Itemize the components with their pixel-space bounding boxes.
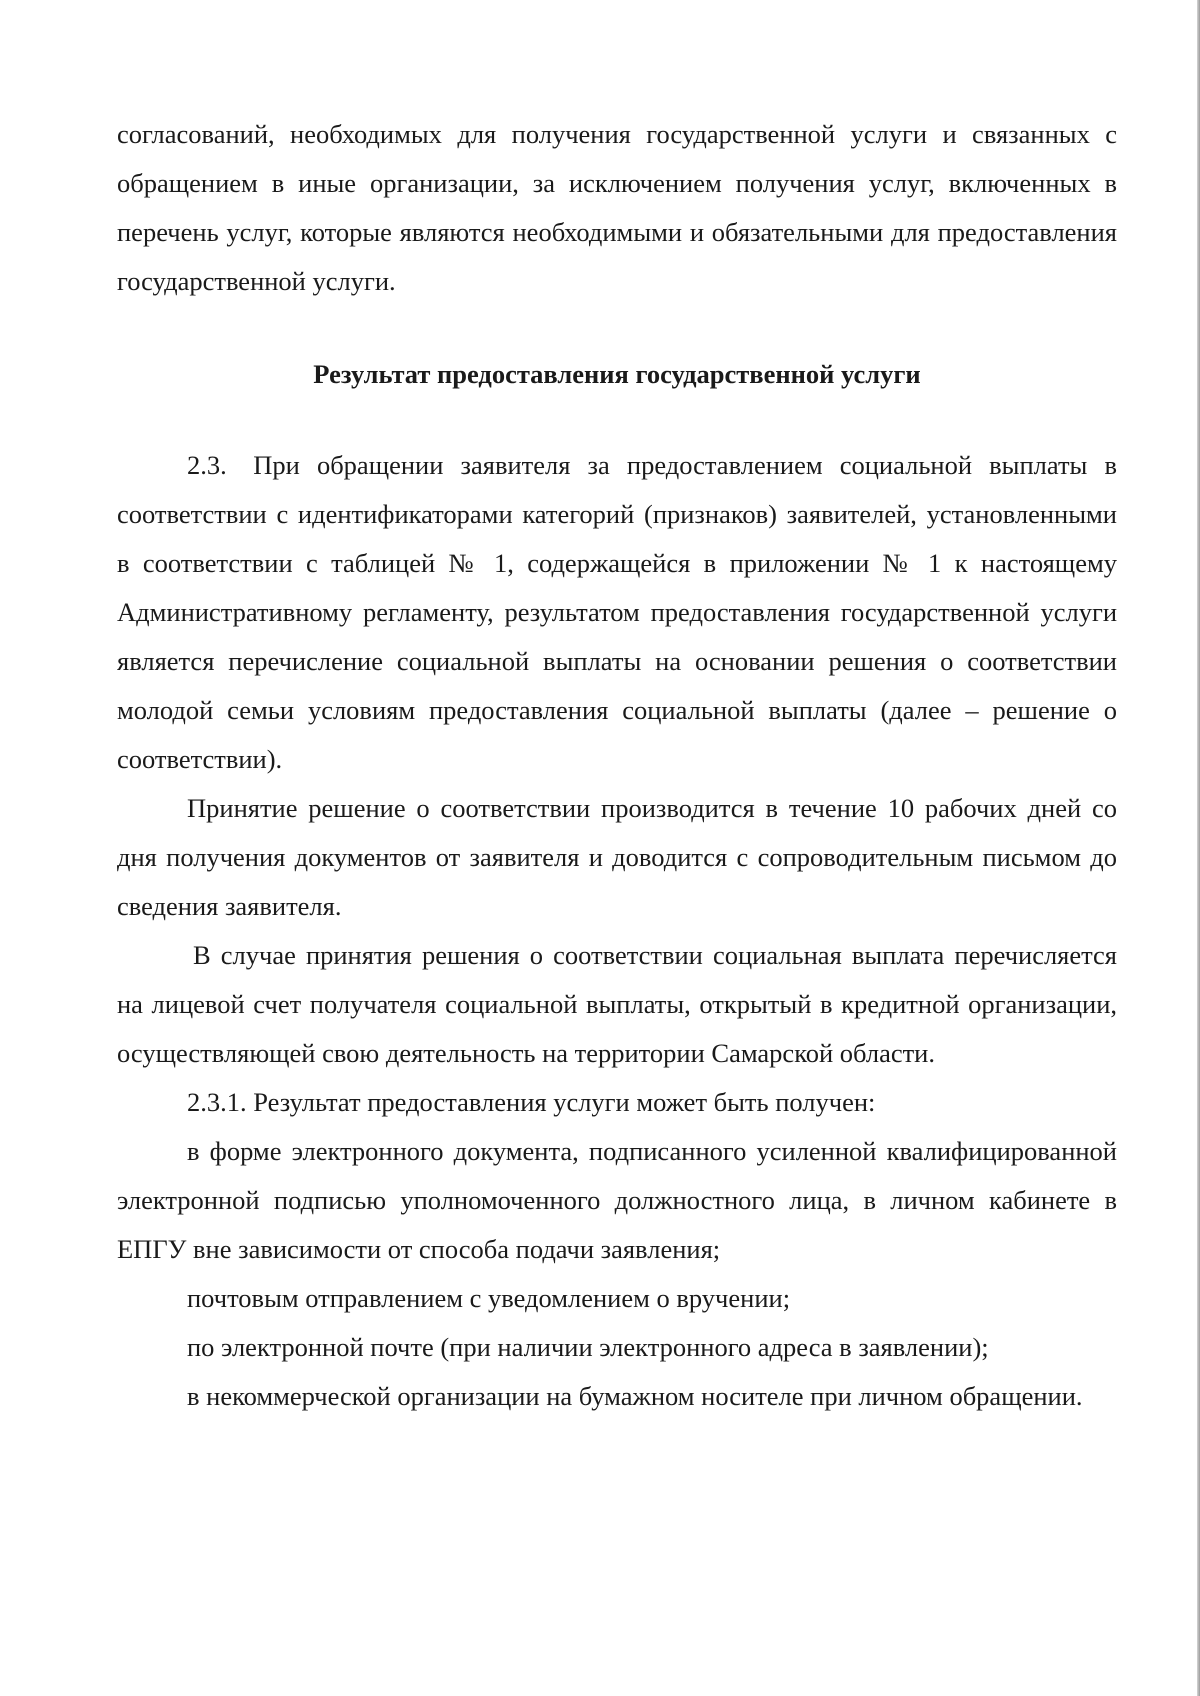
document-body xyxy=(117,110,1117,1421)
list-item-in-person: в некоммерческой организации на бумажном носителе при личном обращении. xyxy=(187,1381,1083,1411)
spacer xyxy=(117,399,1117,441)
intro-paragraph: согласований, необходимых для получения государственной услуги и связанных с обращением в иные организации, за исключением получения услуг, включенных в перечень услуг, которые являются необходимыми и обязательными для предоставления государственной услуги. xyxy=(117,119,1117,296)
list-item-email: по электронной почте (при наличии электронного адреса в заявлении); xyxy=(187,1332,989,1362)
spacer xyxy=(117,306,1117,350)
list-item-electronic-document: в форме электронного документа, подписанного усиленной квалифицированной электронной подписью уполномоченного должностного лица, в личном кабинете в ЕПГУ вне зависимости от способа подачи заявления; xyxy=(117,1136,1117,1264)
paragraph-2-3-1: 2.3.1. Результат предоставления услуги может быть получен: xyxy=(187,1087,876,1117)
paragraph-payment-transfer: В случае принятия решения о соответствии социальная выплата перечисляется на лицевой счет получателя социальной выплаты, открытый в кредитной организации, осуществляющей свою деятельность на территории Самарской области. xyxy=(117,940,1117,1068)
paragraph-2-3: 2.3. При обращении заявителя за предоставлением социальной выплаты в соответствии с идентификаторами категорий (признаков) заявителей, установленными в соответствии с таблицей № 1, содержащейся в приложении № 1 к настоящему Административному регламенту, результатом предоставления государственной услуги является перечисление социальной выплаты на основании решения о соответствии молодой семьи условиям предоставления социальной выплаты (далее – решение о соответствии). xyxy=(117,450,1117,774)
section-heading: Результат предоставления государственной услуги xyxy=(313,359,921,389)
paragraph-decision-timing: Принятие решение о соответствии производится в течение 10 рабочих дней со дня получения документов от заявителя и доводится с сопроводительным письмом до сведения заявителя. xyxy=(117,793,1117,921)
list-item-postal: почтовым отправлением с уведомлением о вручении; xyxy=(187,1283,791,1313)
